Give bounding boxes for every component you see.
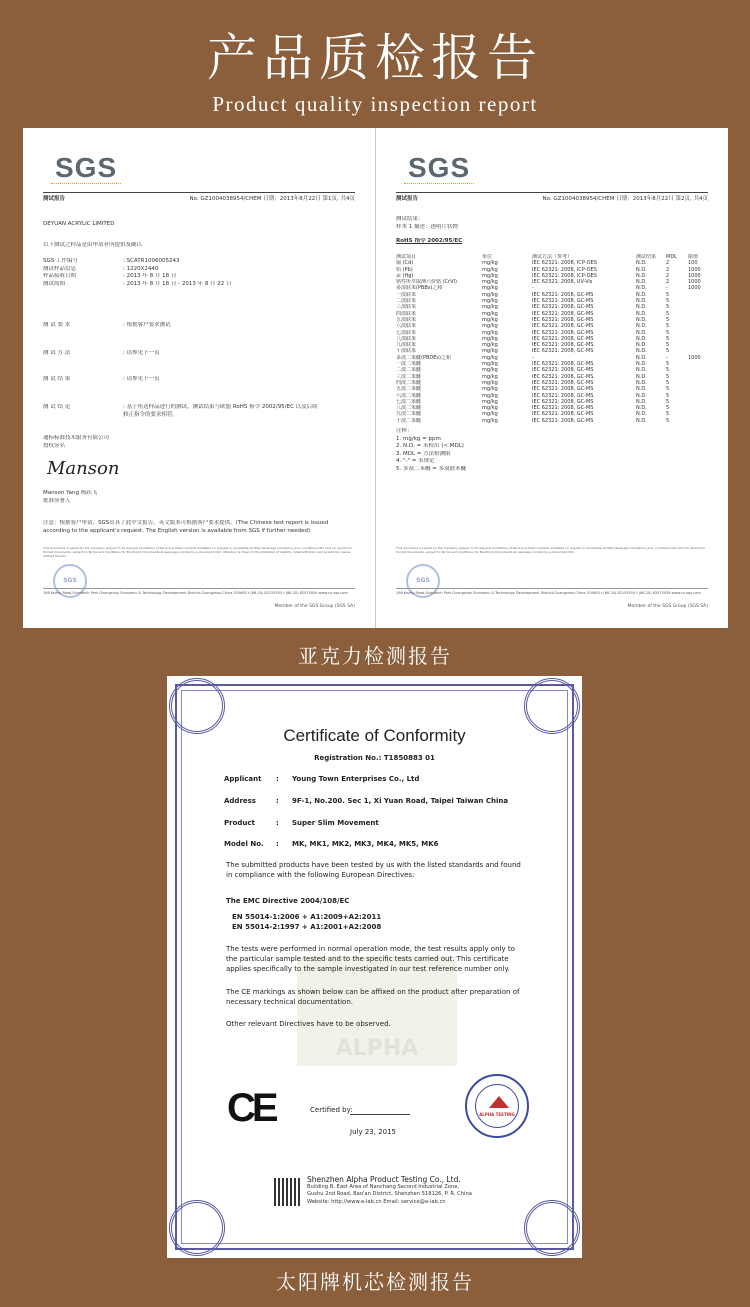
table-cell: IEC 62321: 2008, GC-MS: [532, 373, 594, 380]
table-cell: -: [532, 285, 534, 292]
table-cell: N.D.: [636, 310, 647, 317]
table-cell: 二溴二苯醚: [396, 367, 422, 374]
alpha-logo-icon: [489, 1096, 509, 1108]
sample-description: 测试结果： 样本 1 描述：透明片状物: [396, 216, 458, 230]
table-cell: 5: [666, 405, 670, 412]
caption-movement-report: 太阳牌机芯检测报告: [276, 1270, 474, 1294]
lab-name: Shenzhen Alpha Product Testing Co., Ltd.: [307, 1175, 461, 1184]
table-cell: 铬性所萃取测六价铬 (CrVI): [396, 279, 457, 286]
table-cell: N.D.: [636, 348, 647, 355]
ce-marking-paragraph: The CE markings as shown below can be affixed on the product after preparation of necessary technical documentation.: [226, 988, 520, 1006]
test-requirement: 测 试 要 求 : 根据客户要求测试: [43, 322, 171, 328]
table-cell: N.D.: [636, 386, 647, 393]
lab-info: [307, 1176, 472, 1206]
table-cell: 十溴二苯醚: [396, 417, 422, 424]
table-cell: 5: [666, 298, 670, 305]
table-cell: IEC 62321: 2008, GC-MS: [532, 329, 594, 336]
standard-1: EN 55014-1:2006 + A1:2009+A2:2011: [232, 913, 382, 921]
certificate-date: July 23, 2015: [350, 1128, 396, 1136]
table-cell: mg/kg: [482, 348, 498, 355]
compliance-paragraph: The submitted products have been tested by us with the listed standards and found in compliance with the following European Directives:: [226, 861, 521, 879]
table-cell: N.D.: [636, 291, 647, 298]
sgs-report-page-2: [376, 128, 728, 628]
footer-address: 198 Kezhu Road,Scientech Park Guangzhou Economic & Technology Development District,Guangzhou,China 510663 t (86-20) 82155555 f (86-20) 82075059 www.cn.sgs.com: [396, 588, 708, 596]
page-subtitle: Product quality inspection report: [212, 92, 538, 116]
table-cell: 5: [666, 398, 670, 405]
ce-mark: CE: [227, 1086, 275, 1130]
table-cell: N.D.: [636, 335, 647, 342]
info-row: 样品接收日期 : 2013 年 8 月 18 日: [43, 273, 177, 279]
table-cell: N.D.: [636, 354, 647, 361]
table-cell: 多溴二苯醚(PBDEs)之和: [396, 354, 451, 361]
table-row: [396, 418, 708, 424]
table-cell: mg/kg: [482, 260, 498, 267]
table-cell: 八溴联苯: [396, 335, 417, 342]
table-cell: 一溴二苯醚: [396, 361, 422, 368]
table-cell: 5: [666, 367, 670, 374]
table-cell: 限值: [688, 254, 699, 260]
ornament-corner: [524, 1200, 580, 1256]
report-label: 测试报告: [43, 196, 66, 202]
company-name: DEYUAN ACRYLIC LIMITED: [43, 221, 115, 227]
report-number-line: [396, 192, 708, 202]
note-block: 注意：根据客户申请，SGS出具了此中文报告，英文版本可根据客户要求提供。(The Chinese test report is issued according to the applicant's request. The English version is available from SGS if further needed): [43, 520, 329, 534]
lab-address-1: Building B, East Area of Nanchang Second Industrial Zone,: [307, 1183, 460, 1190]
note-line: 2. N.D. = 未检出 (< MDL): [396, 443, 464, 449]
page-title: 产品质检报告: [207, 29, 543, 87]
test-result: 测 试 结 果 : 请参见下一页: [43, 376, 160, 382]
table-cell: -: [666, 285, 668, 292]
table-cell: N.D.: [636, 398, 647, 405]
table-cell: 五溴二苯醚: [396, 386, 422, 393]
table-cell: 5: [666, 373, 670, 380]
sgs-logo: SGS: [408, 152, 471, 183]
table-cell: N.D.: [636, 260, 647, 267]
member-note: Member of the SGS Group (SGS SA): [627, 604, 708, 609]
table-cell: mg/kg: [482, 354, 498, 361]
table-cell: N.D.: [636, 298, 647, 305]
table-cell: 5: [666, 386, 670, 393]
intro-text: 以下测试之样品是由申请者所提供及确认: [43, 242, 143, 248]
table-cell: IEC 62321: 2008, GC-MS: [532, 298, 594, 305]
table-cell: IEC 62321: 2008, GC-MS: [532, 335, 594, 342]
table-cell: N.D.: [636, 316, 647, 323]
table-cell: IEC 62321: 2008, GC-MS: [532, 367, 594, 374]
table-cell: N.D.: [636, 266, 647, 273]
table-cell: 5: [666, 310, 670, 317]
applicant-field: Applicant : Young Town Enterprises Co., Ltd: [224, 775, 420, 783]
table-cell: 测试项目: [396, 254, 417, 260]
other-directives-paragraph: Other relevant Directives have to be observed.: [226, 1020, 391, 1028]
test-conclusion: 测 试 结 论 : 基于所送样品进行的测试，测试结果与欧盟 RoHS 指令 2002/95/EC 以及后续修正指令的要求相符。: [43, 404, 318, 418]
lab-address-2: Gushu 2nd Road, Bao'an District, Shenzhen 518126, P. R. China: [307, 1191, 472, 1197]
info-row: 测试样品信息 : 1220X2440: [43, 265, 159, 272]
caption-acrylic-report: 亚克力检测报告: [298, 644, 452, 668]
table-cell: 测试方法（参考）: [532, 254, 573, 260]
info-row: 测试周期 : 2013 年 8 月 18 日 - 2013 年 8 月 22 日: [43, 280, 232, 287]
table-cell: IEC 62321: 2008, GC-MS: [532, 411, 594, 418]
member-note: Member of the SGS Group (SGS SA): [274, 604, 355, 609]
table-cell: 1000: [688, 279, 701, 286]
note-line: 4. "-" = 未规定: [396, 458, 435, 464]
table-cell: IEC 62321: 2008, GC-MS: [532, 291, 594, 298]
table-cell: 1000: [688, 272, 701, 279]
address-field: Address : 9F-1, No.200. Sec 1, Xi Yuan Road, Taipei Taiwan China: [224, 797, 509, 805]
table-cell: mg/kg: [482, 367, 498, 374]
table-cell: IEC 62321: 2008, GC-MS: [532, 417, 594, 424]
table-cell: N.D.: [636, 367, 647, 374]
table-cell: N.D.: [636, 329, 647, 336]
test-method: 测 试 方 法 : 请参见下一页: [43, 350, 160, 356]
table-cell: 四溴二苯醚: [396, 379, 422, 386]
test-scope-paragraph: The tests were performed in normal operation mode, the test results apply only to the particular sample tested and to the specific tests carried out. This certificate applies specifically to the sample investigated in our test reference number only.: [226, 945, 515, 973]
report-number-line: [43, 192, 355, 202]
sgs-stamp: SGS: [53, 564, 87, 598]
table-cell: 一溴联苯: [396, 291, 417, 298]
signature: Manson: [47, 458, 120, 479]
table-cell: 四溴联苯: [396, 310, 417, 317]
table-cell: N.D.: [636, 379, 647, 386]
notes-block: [396, 428, 708, 473]
rohs-results-table: [396, 254, 708, 424]
table-cell: 多溴联苯(PBBs)之和: [396, 285, 443, 292]
signature-line: [350, 1114, 410, 1115]
report-number: No. GZ1004038954/CHEM 日期：2013年8月22日 第1页, 共4页: [189, 196, 355, 202]
table-cell: 铅 (Pb): [396, 266, 413, 273]
table-cell: 三溴二苯醚: [396, 373, 422, 380]
note-line: 注释：: [396, 428, 413, 434]
table-cell: N.D.: [636, 279, 647, 286]
table-cell: mg/kg: [482, 279, 498, 286]
table-cell: 七溴二苯醚: [396, 398, 422, 405]
table-cell: mg/kg: [482, 304, 498, 311]
table-cell: 六溴联苯: [396, 323, 417, 330]
table-cell: N.D.: [636, 392, 647, 399]
table-cell: mg/kg: [482, 405, 498, 412]
table-cell: mg/kg: [482, 298, 498, 305]
table-cell: IEC 62321: 2008, GC-MS: [532, 310, 594, 317]
table-cell: IEC 62321: 2008, GC-MS: [532, 386, 594, 393]
table-cell: mg/kg: [482, 386, 498, 393]
table-cell: mg/kg: [482, 417, 498, 424]
table-cell: 5: [666, 361, 670, 368]
intro-block: [43, 242, 355, 250]
report-label: 测试报告: [396, 196, 419, 202]
emc-directive: The EMC Directive 2004/108/EC: [226, 897, 350, 905]
note-line: 1. mg/kg = ppm: [396, 435, 441, 442]
table-cell: IEC 62321: 2008, ICP-OES: [532, 266, 597, 273]
directive-heading: RoHS 指令 2002/95/EC: [396, 238, 463, 244]
model-field: Model No. : MK, MK1, MK2, MK3, MK4, MK5, MK6: [224, 840, 439, 848]
certificate-title: Certificate of Conformity: [283, 726, 466, 745]
table-cell: 五溴联苯: [396, 316, 417, 323]
table-cell: 九溴联苯: [396, 342, 417, 349]
note-line: 3. MDL = 方法检测限: [396, 450, 451, 457]
lab-contact: Website: http://www.a-lab.cn Email: service@a-lab.cn: [307, 1198, 446, 1205]
table-cell: mg/kg: [482, 266, 498, 273]
fine-print: This document is issued by the Company subject to its General Conditions of Service printed overleaf, available on request or accessible at http://www.sgs.com/terms_and_conditions.htm and, for electronic format documents, subject to Terms and Conditions for Electronic Documents at www.sgs.com/terms_e-document.htm.: [396, 546, 706, 554]
applicant-block: [43, 221, 355, 229]
table-cell: IEC 62321: 2008, ICP-OES: [532, 260, 597, 267]
table-cell: -: [532, 354, 534, 361]
table-cell: 三溴联苯: [396, 304, 417, 311]
sgs-report-page-1: [23, 128, 375, 628]
alpha-testing-seal: ALPHA TESTING: [465, 1074, 529, 1138]
table-cell: 5: [666, 323, 670, 330]
table-cell: N.D.: [636, 272, 647, 279]
sgs-logo: SGS: [55, 152, 118, 183]
table-cell: 100: [688, 260, 698, 267]
note-line: 5. 多溴二苯醚 = 多溴联苯醚: [396, 465, 467, 472]
report-number: No. GZ1004038954/CHEM 日期：2013年8月22日 第2页, 共4页: [542, 196, 708, 202]
table-cell: -: [666, 354, 668, 361]
table-cell: 5: [666, 348, 670, 355]
table-cell: 2: [666, 279, 670, 286]
table-cell: mg/kg: [482, 329, 498, 336]
sgs-logo-dots: [51, 180, 121, 184]
table-cell: 九溴二苯醚: [396, 411, 422, 418]
table-cell: IEC 62321: 2008, GC-MS: [532, 323, 594, 330]
table-cell: 七溴联苯: [396, 329, 417, 336]
table-cell: mg/kg: [482, 310, 498, 317]
table-cell: 1000: [688, 266, 701, 273]
table-cell: mg/kg: [482, 291, 498, 298]
table-cell: 5: [666, 335, 670, 342]
table-cell: 1000: [688, 285, 701, 292]
watermark-text: ALPHA: [335, 1036, 419, 1061]
table-cell: N.D.: [636, 361, 647, 368]
table-cell: mg/kg: [482, 316, 498, 323]
table-cell: mg/kg: [482, 379, 498, 386]
footer-address: 198 Kezhu Road,Scientech Park Guangzhou Economic & Technology Development District,Guangzhou,China 510663 t (86-20) 82155555 f (86-20) 82075059 www.cn.sgs.com: [43, 588, 355, 596]
table-cell: N.D.: [636, 373, 647, 380]
table-cell: IEC 62321: 2008, GC-MS: [532, 405, 594, 412]
table-cell: 5: [666, 316, 670, 323]
table-cell: mg/kg: [482, 272, 498, 279]
signer-block: Manson Yang 杨跃飞 批准签署人: [43, 490, 98, 504]
table-cell: mg/kg: [482, 361, 498, 368]
table-cell: [688, 418, 708, 424]
table-cell: N.D.: [636, 417, 647, 424]
product-field: Product : Super Slim Movement: [224, 819, 379, 827]
table-cell: IEC 62321: 2008, GC-MS: [532, 361, 594, 368]
table-cell: mg/kg: [482, 373, 498, 380]
sample-info: [43, 258, 355, 288]
fine-print: This document is issued by the Company subject to its General Conditions of Service printed overleaf, available on request or accessible at http://www.sgs.com/terms_and_conditions.htm and, for electronic format documents, subject to Terms and Conditions for Electronic Documents at www.sgs.com/terms_e-document.htm. Attention is drawn to the limitation of liability, indemnification and jurisdiction issues defined therein.: [43, 546, 353, 558]
table-cell: IEC 62321: 2008, GC-MS: [532, 398, 594, 405]
registration-number: Registration No.: T1850883 01: [314, 754, 435, 762]
table-cell: 5: [666, 392, 670, 399]
table-cell: 六溴二苯醚: [396, 392, 422, 399]
certified-by-label: Certified by:: [310, 1106, 353, 1114]
table-cell: IEC 62321: 2008, GC-MS: [532, 342, 594, 349]
table-cell: N.D.: [636, 285, 647, 292]
table-cell: 5: [666, 304, 670, 311]
table-cell: IEC 62321: 2008, ICP-OES: [532, 272, 597, 279]
table-cell: 八溴二苯醚: [396, 405, 422, 412]
qr-code-icon: [274, 1178, 302, 1206]
org-block: 通标标准技术服务有限公司 授权签名: [43, 435, 110, 449]
table-cell: mg/kg: [482, 323, 498, 330]
table-cell: 镉 (Cd): [396, 260, 414, 267]
table-cell: 5: [666, 417, 670, 424]
table-cell: N.D.: [636, 411, 647, 418]
table-cell: IEC 62321: 2008, GC-MS: [532, 348, 594, 355]
table-cell: N.D.: [636, 405, 647, 412]
table-cell: IEC 62321: 2008, GC-MS: [532, 379, 594, 386]
table-cell: mg/kg: [482, 335, 498, 342]
table-cell: IEC 62321: 2008, UV-Vis: [532, 279, 593, 286]
table-cell: 2: [666, 272, 670, 279]
table-cell: N.D.: [636, 342, 647, 349]
table-cell: 2: [666, 266, 670, 273]
table-cell: 5: [666, 342, 670, 349]
table-cell: 2: [666, 260, 670, 267]
table-cell: 二溴联苯: [396, 298, 417, 305]
table-cell: 十溴联苯: [396, 348, 417, 355]
table-cell: 5: [666, 379, 670, 386]
table-cell: 汞 (Hg): [396, 272, 414, 279]
table-cell: 5: [666, 291, 670, 298]
table-cell: mg/kg: [482, 398, 498, 405]
sgs-logo-dots: [404, 180, 474, 184]
table-cell: IEC 62321: 2008, GC-MS: [532, 392, 594, 399]
certificate-of-conformity: [167, 676, 582, 1258]
sgs-stamp: SGS: [406, 564, 440, 598]
table-cell: mg/kg: [482, 342, 498, 349]
table-cell: 单位: [482, 254, 493, 260]
table-cell: 测试结果: [636, 254, 657, 260]
table-cell: N.D.: [636, 323, 647, 330]
info-row: SGS 工作编号 : SCATR1006005243: [43, 258, 180, 264]
sgs-report-panel: [23, 128, 728, 628]
table-cell: 1000: [688, 354, 701, 361]
table-cell: IEC 62321: 2008, GC-MS: [532, 304, 594, 311]
table-cell: MDL: [666, 254, 677, 260]
table-cell: 5: [666, 329, 670, 336]
table-cell: mg/kg: [482, 285, 498, 292]
ornament-corner: [169, 1200, 225, 1256]
table-cell: N.D.: [636, 304, 647, 311]
table-cell: mg/kg: [482, 392, 498, 399]
table-cell: 5: [666, 411, 670, 418]
table-cell: mg/kg: [482, 411, 498, 418]
standard-2: EN 55014-2:1997 + A1:2001+A2:2008: [232, 923, 382, 931]
table-cell: IEC 62321: 2008, GC-MS: [532, 316, 594, 323]
